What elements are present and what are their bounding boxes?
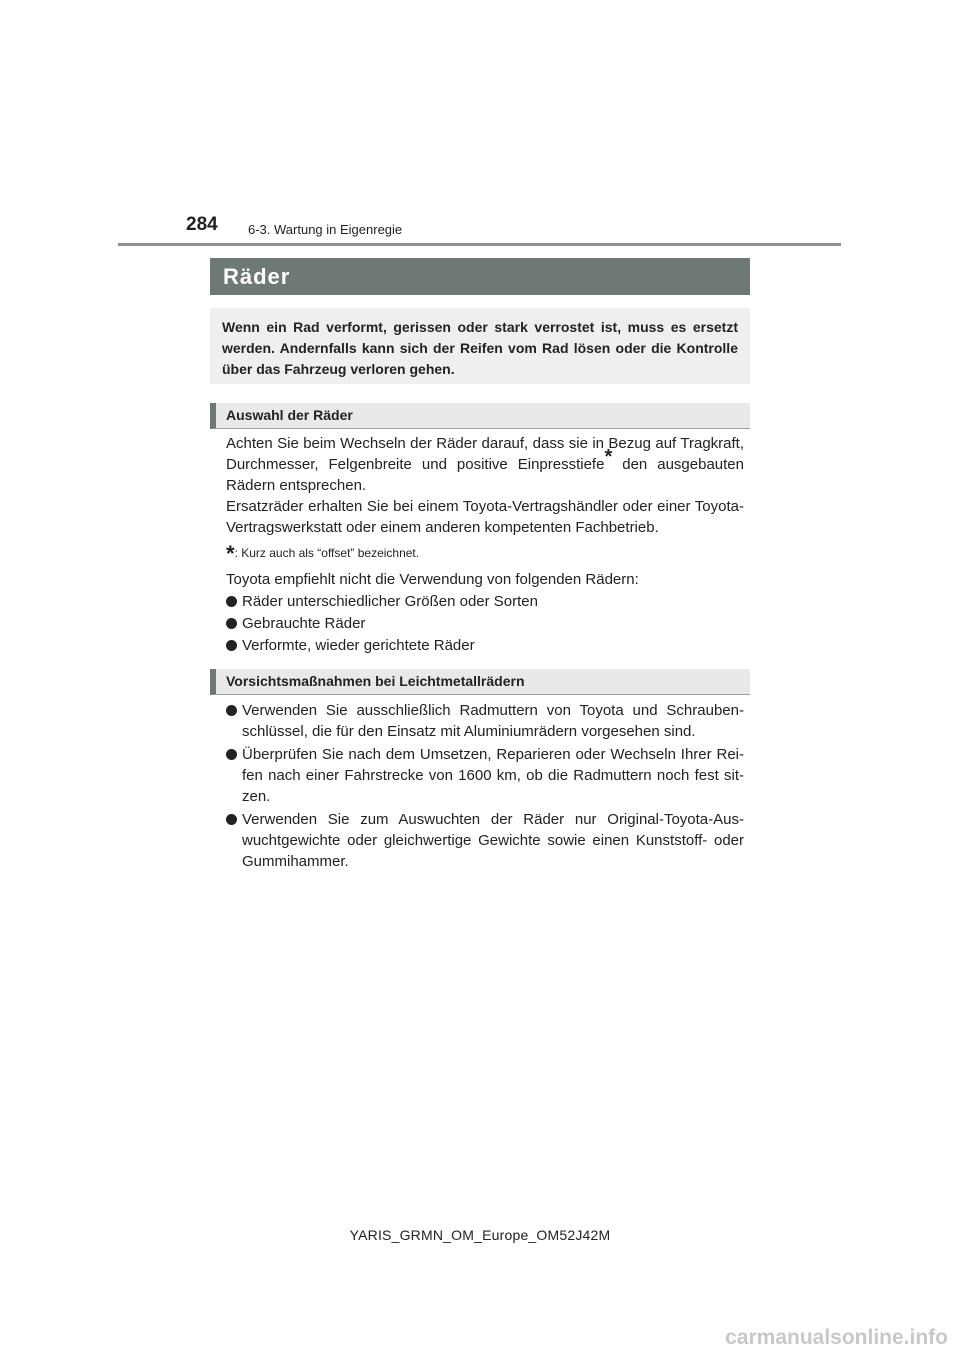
list-item-text: Räder unterschiedlicher Größen oder Sorten (242, 593, 538, 610)
list-item-text: Verwenden Sie zum Auswuchten der Räder nur Original-Toyota-Auswuchtgewichte oder gleichwertige Gewichte sowie einen Kunststoff- oder Gummihammer. (242, 811, 744, 870)
subheader-wheel-selection: Auswahl der Räder (210, 403, 750, 429)
header-rule (118, 243, 841, 246)
section-title: 6-3. Wartung in Eigenregie (248, 222, 403, 237)
list-item-text: Verformte, wieder gerichtete Räder (242, 637, 475, 654)
not-recommended-list (226, 591, 744, 656)
list-item-text: Überprüfen Sie nach dem Umsetzen, Reparieren oder Wechseln Ihrer Reifen nach einer Fahrstrecke von 1600 km, ob die Radmuttern noch fest sitzen. (242, 746, 744, 805)
page-number: 284 (186, 214, 218, 235)
bullet-icon (226, 814, 237, 825)
list-item (226, 700, 744, 742)
bullet-icon (226, 596, 237, 607)
list-item (226, 809, 744, 872)
list-item (226, 744, 744, 807)
footnote-marker: * (604, 446, 613, 468)
bullet-icon (226, 618, 237, 629)
bullet-icon (226, 705, 237, 716)
spare-wheels-text: Ersatzräder erhalten Sie bei einem Toyota-Vertragshändler oder einer Toyota-Vertragswerkstatt oder einem anderen kompetenten Fachbetrieb. (226, 498, 744, 536)
list-item-text: Gebrauchte Räder (242, 615, 366, 632)
intro-box: Wenn ein Rad verformt, gerissen oder stark verrostet ist, muss es ersetzt werden. Andernfalls kann sich der Reifen vom Rad lösen oder die Kontrolle über das Fahrzeug verloren gehen. (210, 308, 750, 384)
paragraph-text-b: den ausgebauten Rädern entsprechen. (226, 456, 744, 494)
subheader-alloy-precautions: Vorsichtsmaßnahmen bei Leichtmetallrädern (210, 669, 750, 695)
list-item (226, 613, 744, 634)
wheel-selection-paragraph (226, 433, 744, 538)
footnote-text: : Kurz auch als “offset” bezeichnet. (234, 546, 420, 560)
footnote (226, 541, 419, 567)
document-id: YARIS_GRMN_OM_Europe_OM52J42M (349, 1227, 611, 1243)
bullet-icon (226, 749, 237, 760)
alloy-precautions-list (226, 700, 744, 872)
list-item (226, 635, 744, 656)
list-item-text: Verwenden Sie ausschließlich Radmuttern von Toyota und Schraubenschlüssel, die für den Einsatz mit Aluminiumrädern vorgesehen sind. (242, 702, 744, 740)
paragraph-text-a: Achten Sie beim Wechseln der Räder darauf, dass sie in Bezug auf Tragkraft, Durchmesser, Felgenbreite und positive Einpresstiefe (226, 435, 744, 473)
recommendation-text: Toyota empfiehlt nicht die Verwendung von folgenden Rädern: (226, 571, 639, 588)
footnote-star: * (226, 541, 235, 566)
bullet-icon (226, 640, 237, 651)
watermark: carmanualsonline.info (725, 1326, 948, 1349)
list-item (226, 591, 744, 612)
page-title: Räder (210, 258, 750, 295)
